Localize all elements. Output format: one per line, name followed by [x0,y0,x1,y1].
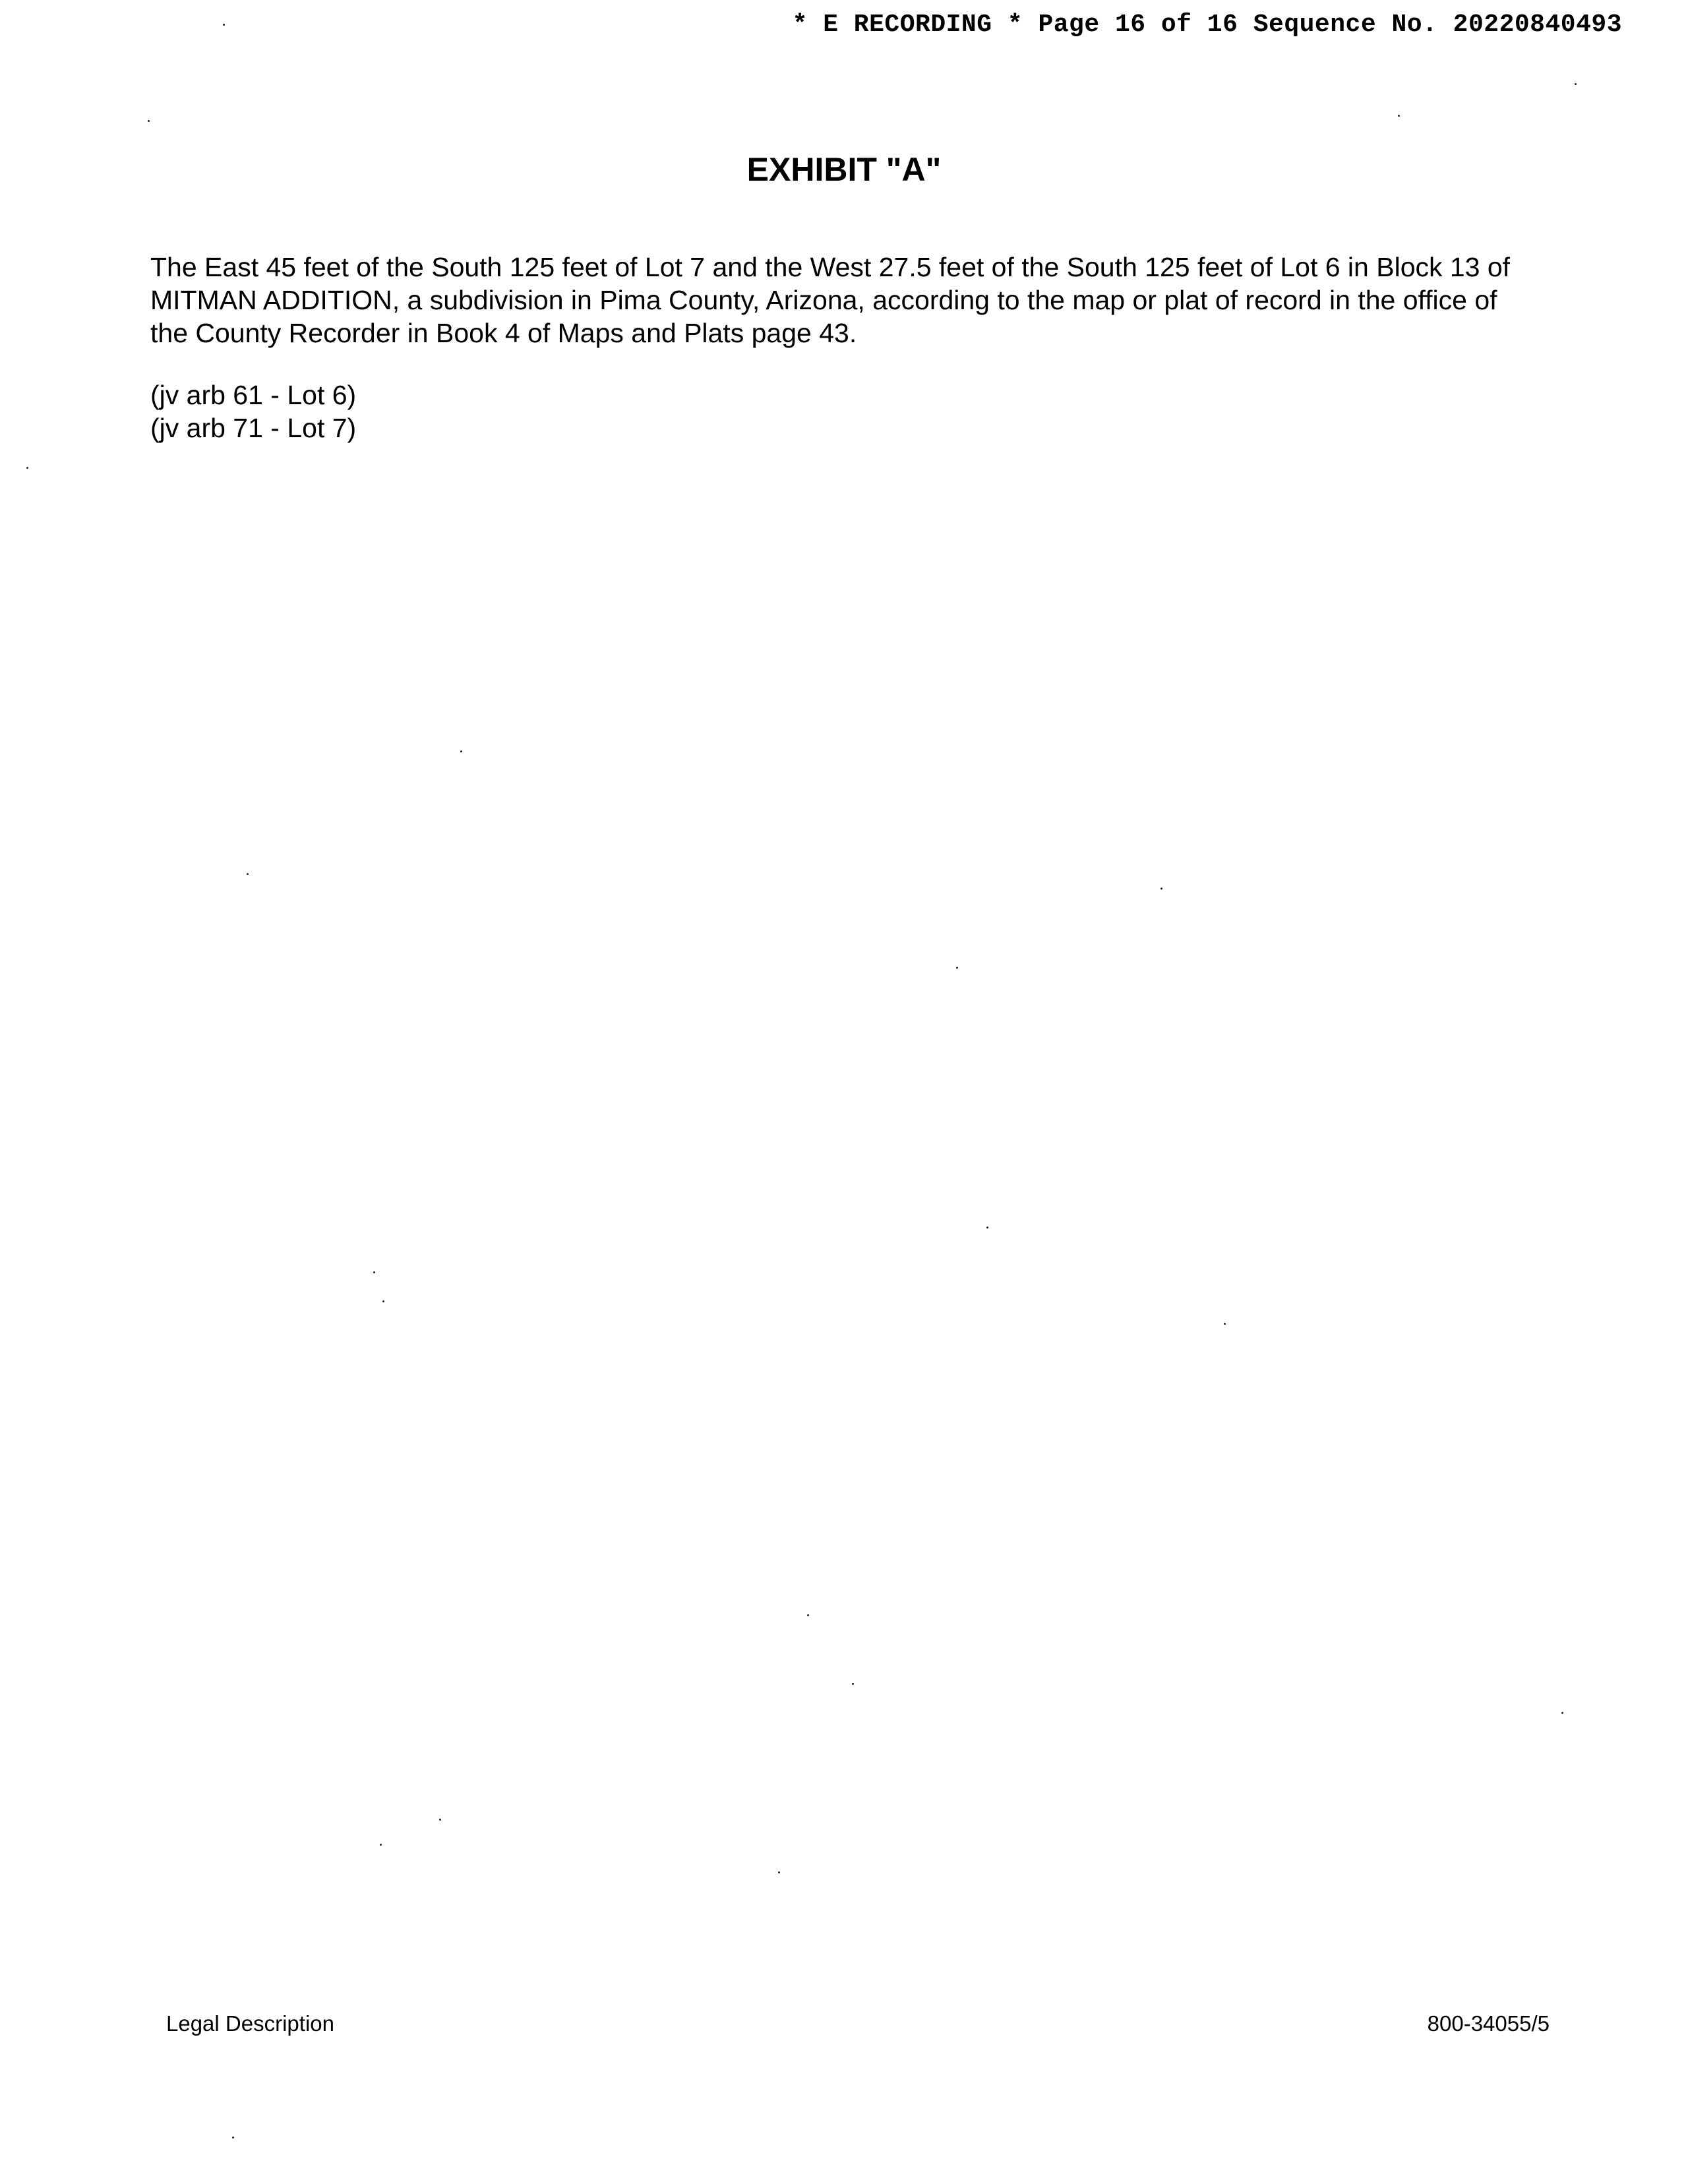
scan-speck [807,1614,809,1616]
scan-speck [373,1271,375,1273]
scan-speck [460,750,462,752]
scan-speck [148,120,150,122]
scan-speck [223,24,225,26]
scan-speck [1398,115,1400,117]
scan-speck [956,967,958,969]
scan-speck [232,2137,234,2138]
scan-speck [778,1871,780,1873]
scan-speck [852,1683,854,1685]
scan-speck [382,1300,384,1302]
scan-speck [247,873,249,875]
exhibit-title: EXHIBIT "A" [746,151,942,188]
recording-header: * E RECORDING * Page 16 of 16 Sequence No. 20220840493 [792,11,1622,39]
parcel-note: (jv arb 61 - Lot 6) [150,380,357,410]
scan-speck [1224,1323,1226,1325]
scan-speck [1561,1712,1563,1714]
footer-document-number: 800-34055/5 [1427,2011,1550,2036]
scan-speck [380,1844,382,1846]
legal-description-line: the County Recorder in Book 4 of Maps and Plats page 43. [150,318,857,348]
scan-speck [439,1819,441,1821]
scan-speck [1575,83,1577,85]
scan-speck [1160,888,1162,890]
legal-description-paragraph [150,251,1548,349]
legal-description-line: MITMAN ADDITION, a subdivision in Pima County, Arizona, according to the map or plat of record in the office of [150,285,1497,315]
scan-speck [986,1227,988,1228]
parcel-notes [150,379,356,444]
footer-document-type: Legal Description [166,2011,334,2036]
parcel-note: (jv arb 71 - Lot 7) [150,413,357,443]
scan-speck [26,467,28,469]
legal-description-line: The East 45 feet of the South 125 feet of Lot 7 and the West 27.5 feet of the South 125 feet of Lot 6 in Block 13 of [150,252,1511,282]
